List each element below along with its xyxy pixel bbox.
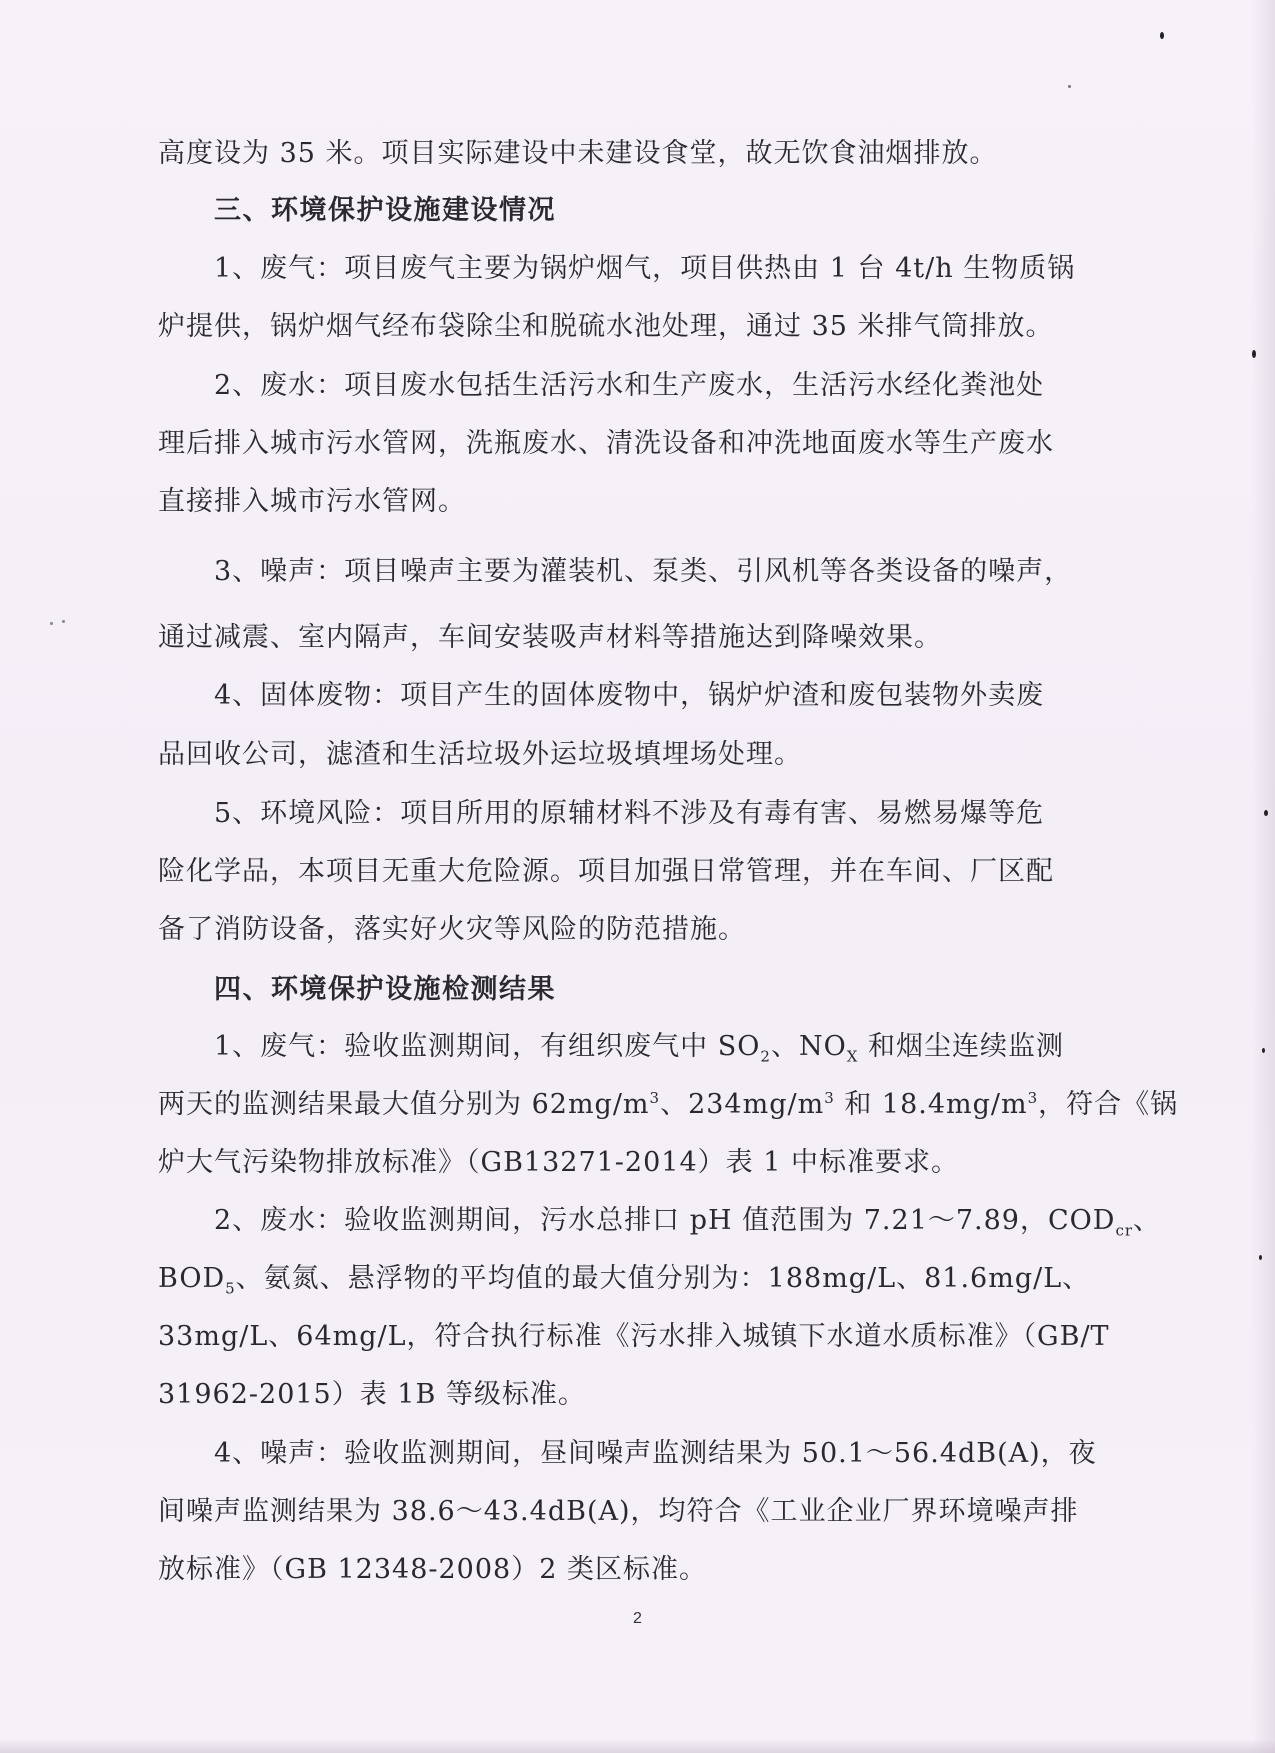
paragraph-line: 险化学品，本项目无重大危险源。项目加强日常管理，并在车间、厂区配 — [158, 856, 1054, 887]
section-heading: 三、环境保护设施建设情况 — [214, 195, 556, 226]
scan-speck — [1160, 32, 1164, 39]
paragraph-line: 33mg/L、64mg/L，符合执行标准《污水排入城镇下水道水质标准》（GB/T — [158, 1321, 1110, 1352]
page-edge-shadow — [1251, 0, 1275, 1753]
paragraph-line: 炉提供，锅炉烟气经布袋除尘和脱硫水池处理，通过 35 米排气筒排放。 — [158, 311, 1054, 342]
paragraph-line: 1、废气：验收监测期间，有组织废气中 $SO_2$、$NO_X$ 和烟尘连续监测 — [214, 1031, 1064, 1066]
paragraph-line: 间噪声监测结果为 38.6～43.4dB(A)，均符合《工业企业厂界环境噪声排 — [158, 1496, 1079, 1527]
paragraph-line: 高度设为 35 米。项目实际建设中未建设食堂，故无饮食油烟排放。 — [158, 138, 998, 169]
paragraph-line: 4、噪声：验收监测期间，昼间噪声监测结果为 50.1～56.4dB(A)，夜 — [214, 1438, 1097, 1469]
paragraph-line: 31962-2015）表 1B 等级标准。 — [158, 1379, 586, 1410]
scan-speck — [1068, 85, 1071, 88]
paragraph-line: 2、废水：项目废水包括生活污水和生产废水，生活污水经化粪池处 — [214, 370, 1045, 401]
paragraph-line: $BOD_5$、氨氮、悬浮物的平均值的最大值分别为：188mg/L、81.6mg/L、 — [158, 1263, 1091, 1298]
scan-speck — [1262, 1048, 1265, 1053]
paragraph-line: 直接排入城市污水管网。 — [158, 486, 466, 517]
paragraph-line: 通过减震、室内隔声，车间安装吸声材料等措施达到降噪效果。 — [158, 622, 942, 653]
page-bottom-shadow — [0, 1739, 1275, 1753]
scan-speck — [50, 622, 53, 625]
paragraph-line: 2、废水：验收监测期间，污水总排口 pH 值范围为 7.21～7.89，$COD_{cr}$、 — [214, 1205, 1162, 1240]
paragraph-line: 品回收公司，滤渣和生活垃圾外运垃圾填埋场处理。 — [158, 739, 802, 770]
scan-speck — [1264, 810, 1268, 816]
paragraph-line: 备了消防设备，落实好火灾等风险的防范措施。 — [158, 914, 746, 945]
section-heading: 四、环境保护设施检测结果 — [214, 974, 556, 1005]
paragraph-line: 放标准》（GB 12348-2008）2 类区标准。 — [158, 1554, 707, 1585]
scan-speck — [1259, 1255, 1262, 1260]
paragraph-line: 4、固体废物：项目产生的固体废物中，锅炉炉渣和废包装物外卖废 — [214, 680, 1045, 711]
paragraph-line: 两天的监测结果最大值分别为 $62mg/m^3$、$234mg/m^3$ 和 $18.4mg/m^3$，符合《锅 — [158, 1089, 1179, 1120]
scan-speck — [1252, 350, 1256, 358]
paragraph-line: 理后排入城市污水管网，洗瓶废水、清洗设备和冲洗地面废水等生产废水 — [158, 428, 1054, 459]
page-number: 2 — [633, 1610, 642, 1627]
paragraph-line: 炉大气污染物排放标准》（GB13271-2014）表 1 中标准要求。 — [158, 1147, 959, 1178]
scan-speck — [62, 620, 65, 623]
paragraph-line: 1、废气：项目废气主要为锅炉烟气，项目供热由 1 台 4t/h 生物质锅 — [214, 253, 1076, 284]
paragraph-line: 5、环境风险：项目所用的原辅材料不涉及有毒有害、易燃易爆等危 — [214, 798, 1045, 829]
paragraph-line: 3、噪声：项目噪声主要为灌装机、泵类、引风机等各类设备的噪声， — [214, 556, 1073, 587]
